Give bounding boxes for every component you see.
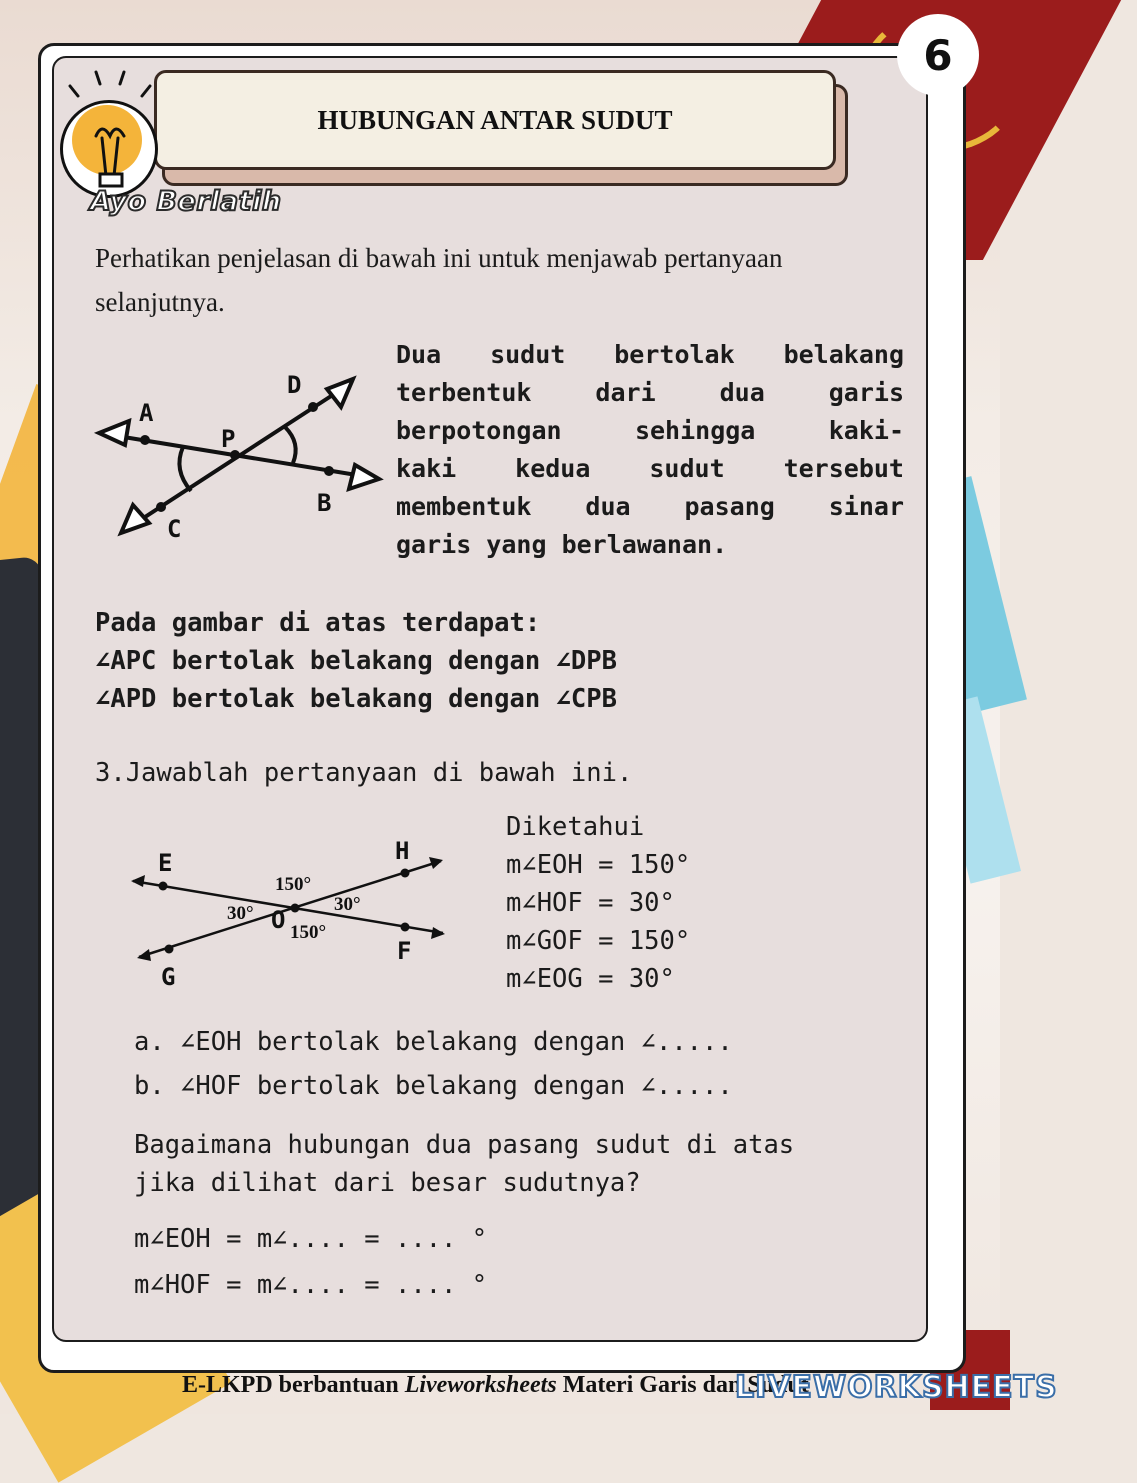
angle-arc-left — [179, 447, 191, 491]
section-label: Ayo Berlatih — [90, 186, 282, 217]
page-title: HUBUNGAN ANTAR SUDUT — [317, 104, 673, 135]
label-d: D — [287, 371, 302, 399]
angle-arc-right — [285, 427, 296, 463]
angle-label-left: 30° — [227, 903, 254, 924]
label-c: C — [167, 515, 182, 543]
definition-line: kaki kedua sudut tersebut — [396, 454, 904, 483]
label-b: B — [317, 489, 332, 517]
lightbulb-rays-icon — [56, 66, 166, 196]
definition-line: terbentuk dari dua garis — [396, 378, 904, 407]
known-values — [506, 808, 690, 998]
label-g: G — [161, 963, 176, 991]
footer-italic: Liveworksheets — [404, 1372, 557, 1398]
label-p: P — [221, 425, 236, 453]
definition-line: membentuk dua pasang sinar — [396, 492, 904, 521]
page-number-badge: 6 — [897, 14, 979, 96]
point-a — [140, 435, 150, 445]
relationship-question-line-1: Bagaimana hubungan dua pasang sudut di atas — [134, 1130, 795, 1160]
definition-line: garis yang berlawanan. — [396, 530, 728, 559]
angle-label-bottom: 150° — [290, 922, 327, 943]
title-box — [154, 70, 836, 170]
example-block — [95, 604, 617, 718]
example-heading: Pada gambar di atas terdapat: — [95, 608, 541, 638]
known-item: m∠EOH = 150° — [506, 850, 691, 880]
point-c — [156, 502, 166, 512]
point-e — [159, 882, 168, 891]
known-item: m∠GOF = 150° — [506, 926, 691, 956]
label-h: H — [395, 837, 410, 865]
vertical-angles-figure — [95, 365, 385, 550]
definition-text — [396, 336, 904, 564]
point-f — [401, 923, 410, 932]
known-item: m∠EOG = 30° — [506, 964, 675, 994]
relationship-question-line-2: jika dilihat dari besar sudutnya? — [134, 1168, 641, 1198]
label-e: E — [158, 849, 173, 877]
example-line-1: ∠APC bertolak belakang dengan ∠DPB — [95, 646, 617, 676]
label-o: O — [271, 906, 286, 934]
point-g — [165, 945, 174, 954]
arrow-h — [429, 857, 443, 869]
answer-line-1[interactable]: m∠EOH = m∠.... = .... ° — [134, 1224, 488, 1254]
angles-figure-2 — [125, 835, 455, 995]
sub-questions — [134, 1020, 733, 1108]
point-o — [291, 904, 300, 913]
question-3: 3.Jawablah pertanyaan di bawah ini. — [95, 758, 633, 788]
footer-text — [182, 1372, 809, 1399]
definition-line: Dua sudut bertolak belakang — [396, 340, 904, 369]
arrow-e — [131, 875, 145, 887]
point-b — [324, 466, 334, 476]
arrow-g — [137, 949, 151, 961]
relationship-question — [134, 1126, 794, 1202]
intro-text: Perhatikan penjelasan di bawah ini untuk menjawab pertanyaan selanjutnya. — [95, 243, 783, 317]
label-a: A — [139, 399, 154, 427]
known-heading: Diketahui — [506, 812, 645, 842]
arrow-c — [121, 505, 149, 533]
liveworksheets-watermark: LIVEWORKSHEETS — [735, 1370, 1058, 1405]
definition-line: berpotongan sehingga kaki- — [396, 416, 904, 445]
example-line-2: ∠APD bertolak belakang dengan ∠CPB — [95, 684, 617, 714]
angle-label-top: 150° — [275, 874, 312, 895]
arrow-a — [99, 421, 129, 445]
footer-suffix: Materi Garis dan Sudut — [556, 1372, 809, 1398]
point-d — [308, 402, 318, 412]
question-a[interactable]: a. ∠EOH bertolak belakang dengan ∠..... — [134, 1027, 733, 1057]
answer-blanks — [134, 1216, 487, 1308]
arrow-d — [327, 379, 353, 407]
footer-prefix: E-LKPD berbantuan — [182, 1372, 405, 1398]
angle-label-right: 30° — [334, 894, 361, 915]
arrow-f — [431, 927, 445, 939]
arrow-b — [349, 465, 379, 489]
question-b[interactable]: b. ∠HOF bertolak belakang dengan ∠..... — [134, 1071, 733, 1101]
answer-line-2[interactable]: m∠HOF = m∠.... = .... ° — [134, 1270, 488, 1300]
label-f: F — [397, 937, 412, 965]
known-item: m∠HOF = 30° — [506, 888, 675, 918]
point-h — [401, 869, 410, 878]
